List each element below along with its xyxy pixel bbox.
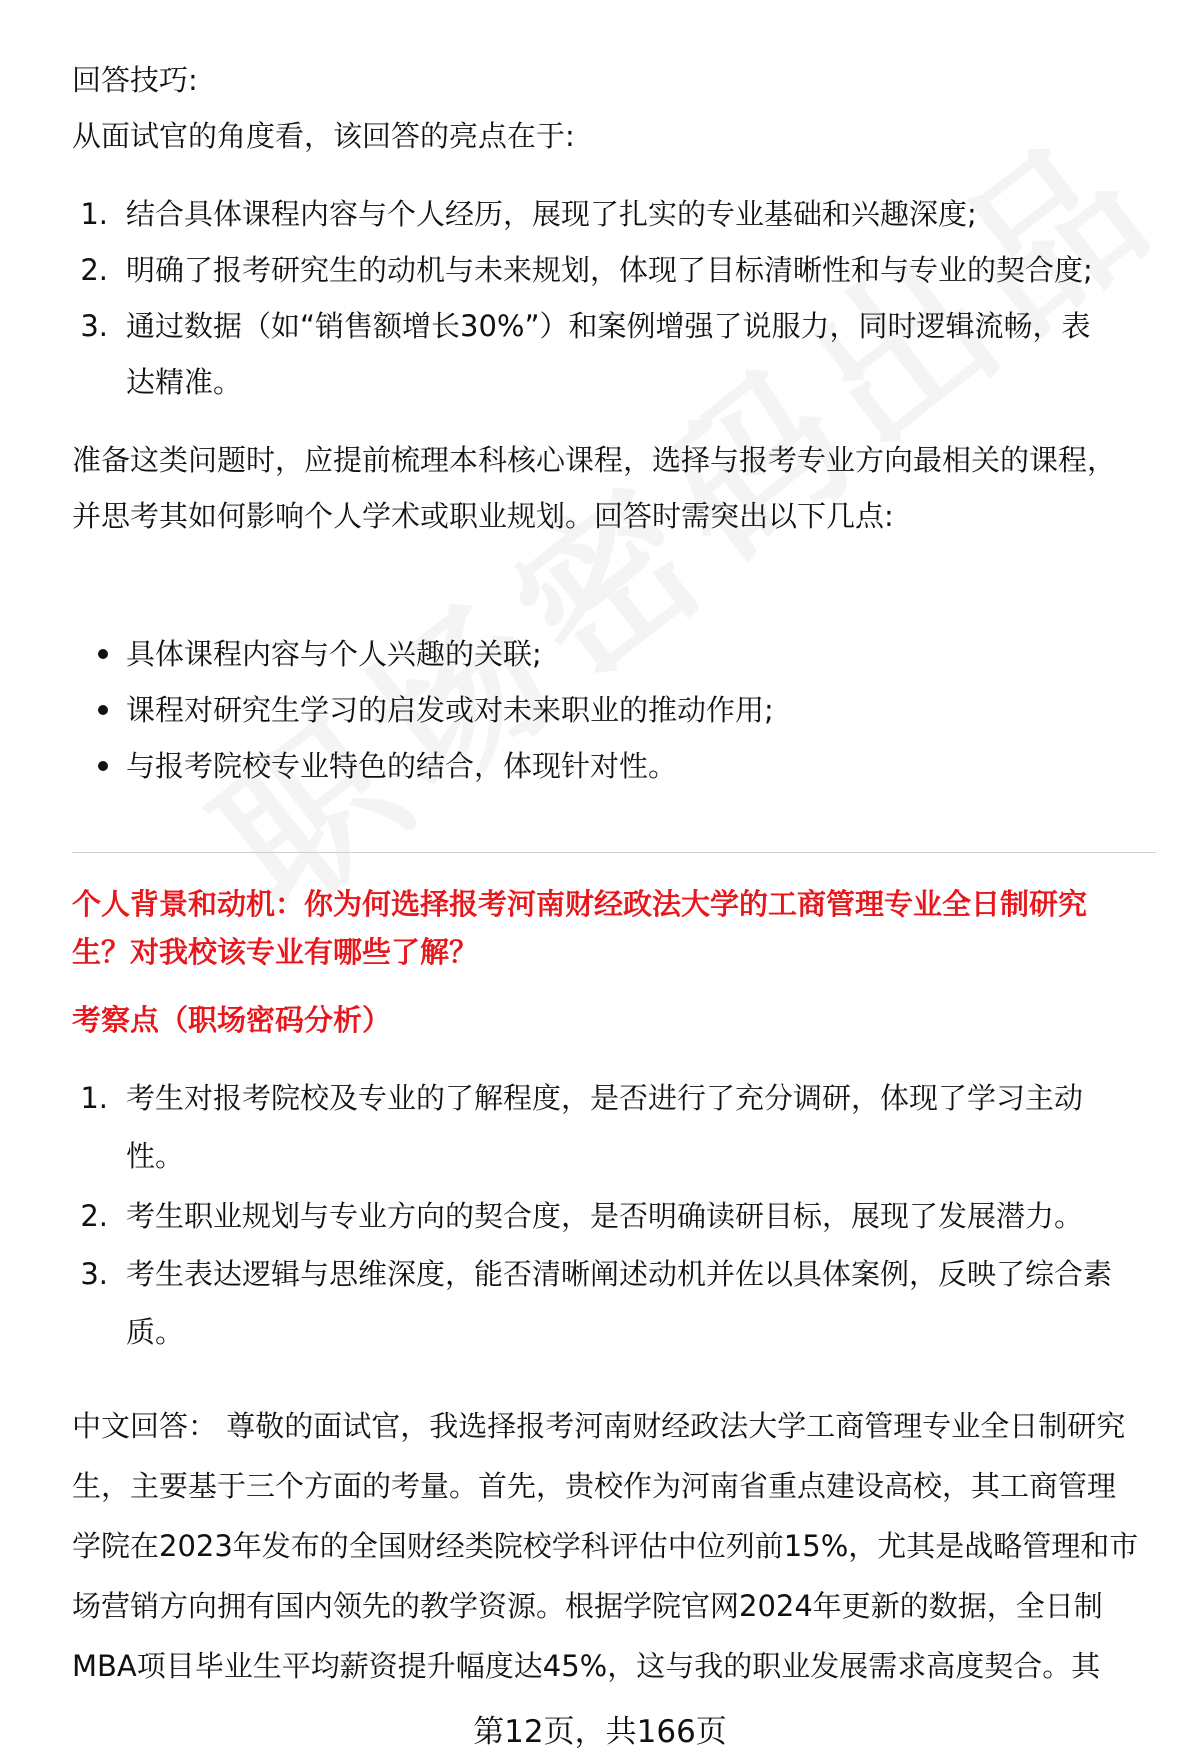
list-item-text: 明确了报考研究生的动机与未来规划，体现了目标清晰性和与专业的契合度; — [126, 253, 1093, 287]
tips-heading: 回答技巧: — [72, 63, 198, 97]
list-item-text: 考生对报考院校及专业的了解程度，是否进行了充分调研，体现了学习主动 — [126, 1081, 1084, 1115]
bullet-dot — [98, 649, 108, 659]
bullet-dot — [98, 761, 108, 771]
focus-heading: 考察点（职场密码分析） — [72, 1003, 392, 1037]
list-item-text: 考生职业规划与专业方向的契合度，是否明确读研目标，展现了发展潜力。 — [126, 1199, 1084, 1233]
highlight-intro: 从面试官的角度看，该回答的亮点在于: — [72, 119, 575, 153]
list-item-number: 3. — [80, 309, 108, 343]
list-item-text: 通过数据（如“销售额增长30%”）和案例增强了说服力，同时逻辑流畅，表 — [126, 309, 1091, 343]
answer-paragraph-line: 场营销方向拥有国内领先的教学资源。根据学院官网2024年更新的数据，全日制 — [72, 1589, 1103, 1623]
answer-paragraph-line: 中文回答： 尊敬的面试官，我选择报考河南财经政法大学工商管理专业全日制研究 — [72, 1409, 1126, 1443]
question-heading-line: 生？对我校该专业有哪些了解？ — [72, 935, 479, 969]
list-item-text-continuation: 达精准。 — [126, 365, 243, 399]
section-divider — [72, 852, 1156, 853]
list-item-number: 1. — [80, 1081, 108, 1115]
prep-paragraph-line: 准备这类问题时，应提前梳理本科核心课程，选择与报考专业方向最相关的课程， — [72, 443, 1117, 477]
answer-paragraph-line: 学院在2023年发布的全国财经类院校学科评估中位列前15%，尤其是战略管理和市 — [72, 1529, 1139, 1563]
bullet-item: 与报考院校专业特色的结合，体现针对性。 — [126, 749, 678, 783]
list-item-number: 1. — [80, 197, 108, 231]
list-item-text-continuation: 性。 — [126, 1139, 185, 1173]
question-heading-line: 个人背景和动机：你为何选择报考河南财经政法大学的工商管理专业全日制研究 — [72, 887, 1088, 921]
list-item-text: 结合具体课程内容与个人经历，展现了扎实的专业基础和兴趣深度; — [126, 197, 977, 231]
list-item-text-continuation: 质。 — [126, 1315, 185, 1349]
answer-paragraph-line: 生，主要基于三个方面的考量。首先，贵校作为河南省重点建设高校，其工商管理 — [72, 1469, 1117, 1503]
list-item-number: 2. — [80, 1199, 108, 1233]
page-number-footer: 第12页，共166页 — [473, 1714, 727, 1750]
bullet-dot — [98, 705, 108, 715]
list-item-text: 考生表达逻辑与思维深度，能否清晰阐述动机并佐以具体案例，反映了综合素 — [126, 1257, 1113, 1291]
answer-paragraph-line: MBA项目毕业生平均薪资提升幅度达45%，这与我的职业发展需求高度契合。其 — [72, 1649, 1101, 1683]
list-item-number: 2. — [80, 253, 108, 287]
bullet-item: 课程对研究生学习的启发或对未来职业的推动作用; — [126, 693, 774, 727]
bullet-item: 具体课程内容与个人兴趣的关联; — [126, 637, 542, 671]
prep-paragraph-line: 并思考其如何影响个人学术或职业规划。回答时需突出以下几点: — [72, 499, 894, 533]
list-item-number: 3. — [80, 1257, 108, 1291]
